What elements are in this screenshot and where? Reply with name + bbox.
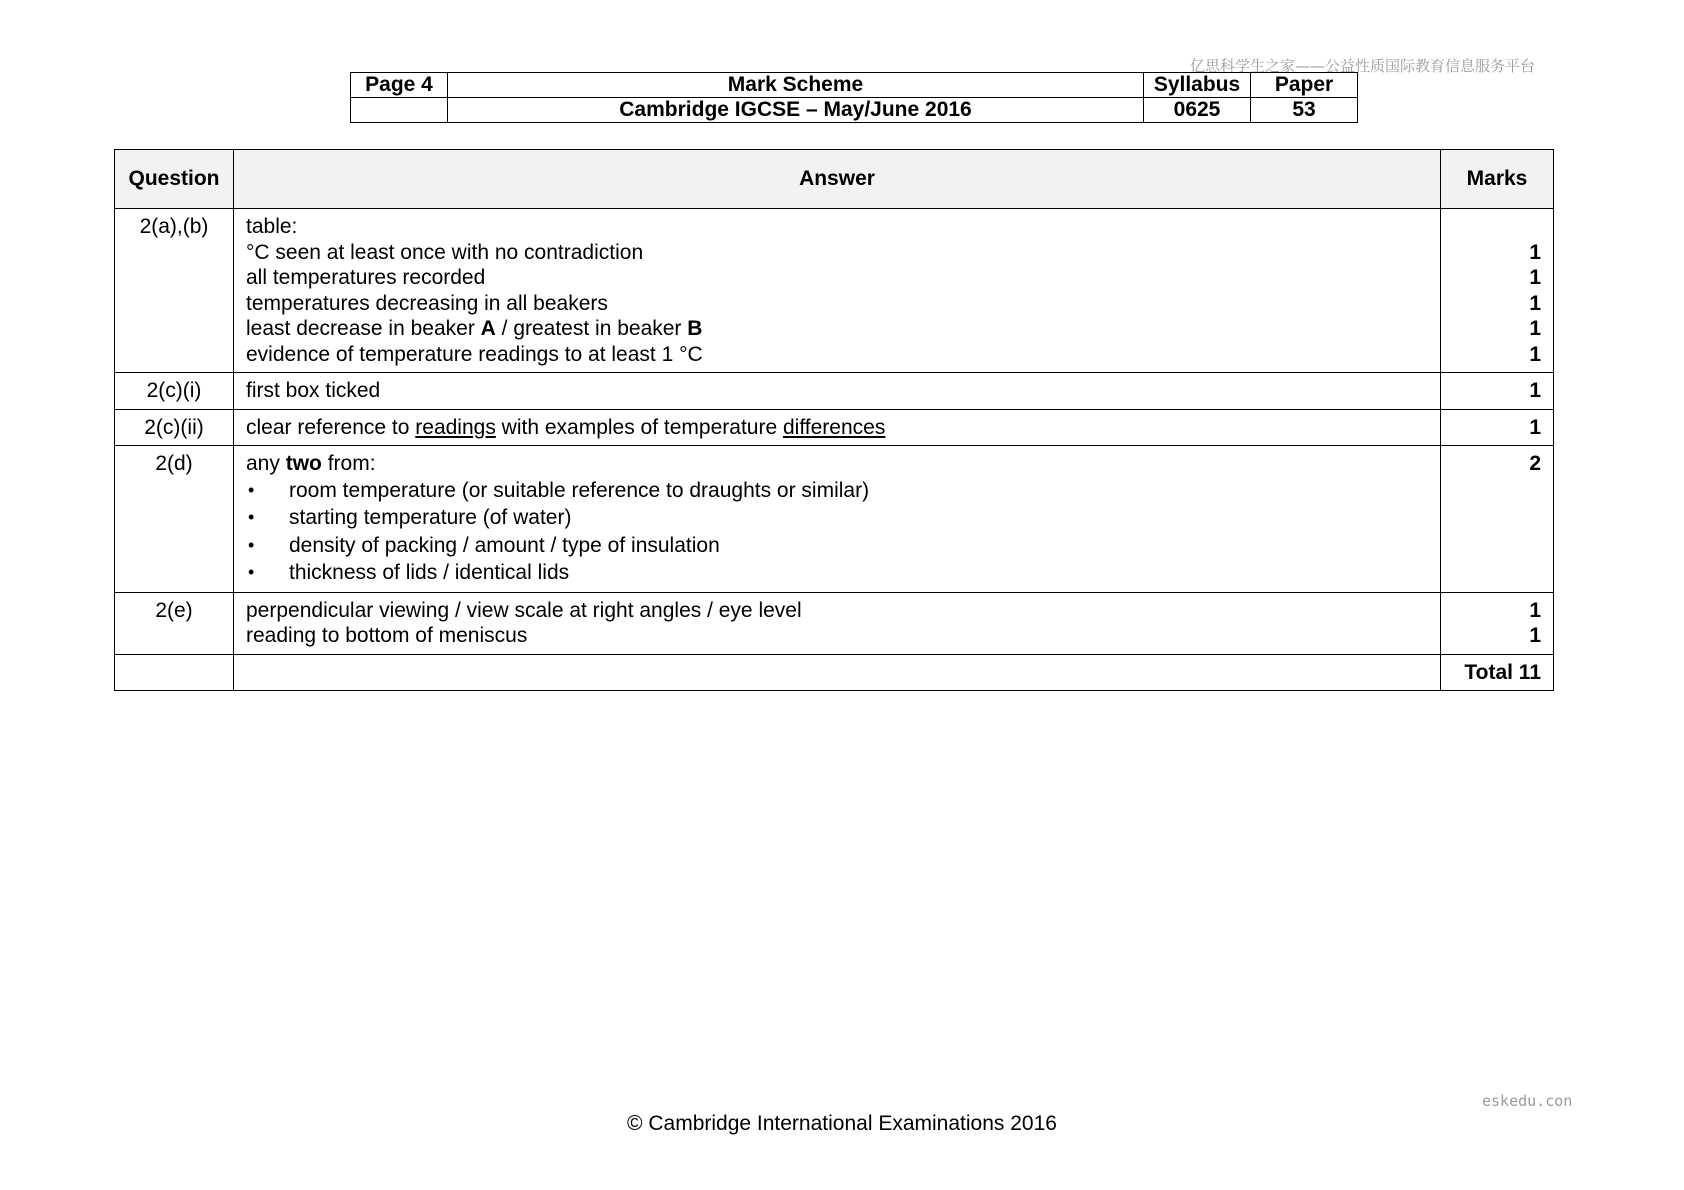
underlined-differences: differences [782, 415, 886, 439]
header-table [350, 72, 1358, 123]
mark-value: 1 [1529, 317, 1541, 340]
total-row [115, 654, 1554, 691]
answer-line [246, 451, 1428, 477]
answer-text: from: [321, 452, 376, 475]
mark-scheme-table [114, 149, 1554, 691]
answer-line: table: [246, 215, 298, 238]
answer-cell [234, 592, 1441, 654]
answer-line: perpendicular viewing / view scale at right angles / eye level [246, 598, 802, 622]
answer-line: all temperatures recorded [246, 266, 486, 289]
list-item: • thickness of lids / identical lids [246, 559, 1428, 587]
document-title: Mark Scheme [448, 73, 1144, 98]
list-item: • starting temperature (of water) [246, 504, 1428, 532]
table-row [115, 209, 1554, 373]
table-row [115, 409, 1554, 446]
total-marks: Total 11 [1441, 654, 1554, 691]
mark-value: 1 [1529, 598, 1541, 622]
marks-cell [1441, 592, 1554, 654]
marks-cell: 1 [1441, 373, 1554, 410]
watermark-bottom: eskedu.con [1482, 1092, 1573, 1110]
syllabus-value: 0625 [1144, 98, 1251, 123]
answer-cell: first box ticked [234, 373, 1441, 410]
emphasis-two: two [285, 452, 322, 475]
table-row [115, 446, 1554, 593]
watermark-top: 亿思科学生之家——公益性质国际教育信息服务平台 [1190, 57, 1536, 75]
bullet-list [246, 477, 1428, 587]
mark-value: 1 [1529, 624, 1541, 647]
question-cell: 2(d) [115, 446, 234, 593]
marks-cell [1441, 209, 1554, 373]
mark-value: 1 [1529, 240, 1541, 264]
underlined-readings: readings [415, 415, 496, 439]
list-item: • density of packing / amount / type of insulation [246, 532, 1428, 560]
mark-value: 1 [1529, 342, 1541, 366]
answer-line: reading to bottom of meniscus [246, 624, 528, 647]
answer-text: any [246, 452, 286, 475]
question-cell: 2(c)(i) [115, 373, 234, 410]
answer-text: with examples of temperature [495, 415, 783, 439]
table-row [115, 592, 1554, 654]
total-empty-answer [234, 654, 1441, 691]
beaker-b: B [687, 317, 703, 340]
paper-value: 53 [1251, 98, 1358, 123]
question-cell: 2(a),(b) [115, 209, 234, 373]
marks-cell: 2 [1441, 446, 1554, 593]
question-header: Question [115, 150, 234, 209]
question-cell: 2(c)(ii) [115, 409, 234, 446]
total-empty-question [115, 654, 234, 691]
mark-value: 1 [1529, 291, 1541, 315]
answer-text: / greatest in beaker [495, 317, 688, 340]
table-row [115, 373, 1554, 410]
answer-text: least decrease in beaker [246, 317, 481, 340]
list-item: • room temperature (or suitable reference to draughts or similar) [246, 477, 1428, 505]
answer-text: clear reference to [246, 415, 416, 439]
answer-cell [234, 409, 1441, 446]
answer-line: evidence of temperature readings to at least 1 °C [246, 342, 703, 366]
beaker-a: A [480, 317, 496, 340]
page-label-empty [351, 98, 448, 123]
page-label: Page 4 [351, 73, 448, 98]
paper-label: Paper [1251, 73, 1358, 98]
copyright-footer: © Cambridge International Examinations 2016 [627, 1112, 1057, 1135]
document-subtitle: Cambridge IGCSE – May/June 2016 [448, 98, 1144, 123]
answer-cell [234, 209, 1441, 373]
question-cell: 2(e) [115, 592, 234, 654]
mark-value: 1 [1529, 266, 1541, 289]
answer-line: temperatures decreasing in all beakers [246, 291, 608, 315]
marks-cell: 1 [1441, 409, 1554, 446]
answer-header: Answer [234, 150, 1441, 209]
table-header-row [115, 150, 1554, 209]
answer-line: °C seen at least once with no contradiction [246, 240, 644, 264]
answer-cell [234, 446, 1441, 593]
marks-header: Marks [1441, 150, 1554, 209]
answer-line [246, 316, 1428, 342]
syllabus-label: Syllabus [1144, 73, 1251, 98]
